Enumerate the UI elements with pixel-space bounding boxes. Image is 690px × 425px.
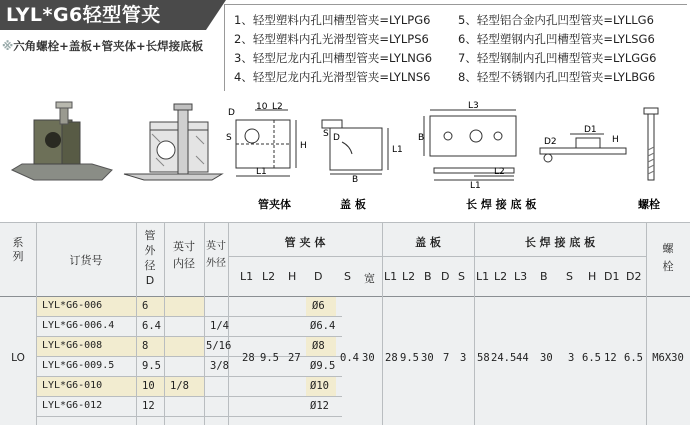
dim-label: H — [612, 135, 619, 145]
caption-cover: 盖 板 — [340, 198, 366, 211]
type-item: 3、轻型尼龙内孔凹槽型管夹=LYLNG6 — [234, 51, 433, 65]
clamp-d: Ø10 — [310, 380, 329, 392]
sub-header: B — [424, 270, 432, 283]
technical-drawings — [0, 90, 690, 222]
type-item: 6、轻型塑钢内孔凹槽型管夹=LYLSG6 — [458, 32, 655, 46]
body-h: 27 — [288, 352, 301, 364]
sub-header: H — [288, 270, 297, 283]
order-no: LYL*G6-006 — [42, 300, 103, 311]
bolt-spec: M6X30 — [652, 352, 684, 364]
dim-label: 10 — [256, 102, 268, 112]
order-no: LYL*G6-008 — [42, 340, 103, 351]
header-inch-od: 英寸 外径 — [206, 241, 226, 269]
page-title: LYL*G6轻型管夹 — [0, 0, 206, 30]
order-no: LYL*G6-009.5 — [42, 360, 115, 371]
sub-header: L3 — [514, 270, 528, 283]
header-inch-id: 英寸 内径 — [173, 240, 195, 270]
cover-l2: 9.5 — [400, 352, 419, 364]
dim-label: D2 — [544, 137, 557, 147]
dim-label: D — [333, 133, 340, 143]
caption-bolt: 螺栓 — [638, 198, 660, 211]
type-item: 8、轻型不锈钢内孔凹型管夹=LYLBG6 — [458, 70, 656, 84]
base-l2: 24.5 — [491, 352, 517, 364]
sub-header: S — [566, 270, 573, 283]
header-order-no: 订货号 — [69, 254, 103, 267]
order-no: LYL*G6-006.4 — [42, 320, 115, 331]
sub-header: 宽 — [364, 272, 375, 285]
dim-label: L1 — [392, 145, 403, 155]
sub-header: D1 — [604, 270, 620, 283]
header-series: 系 列 — [12, 236, 24, 263]
header-base-plate: 长 焊 接 底 板 — [524, 236, 596, 249]
pipe-od: 9.5 — [142, 360, 161, 372]
cover-l1: 28 — [385, 352, 398, 364]
bolt-drawing — [644, 108, 658, 180]
sub-header: L2 — [402, 270, 416, 283]
pipe-od: 6 — [142, 300, 149, 312]
clamp-d: Ø6 — [312, 300, 325, 312]
base-b: 30 — [540, 352, 553, 364]
sub-header: L1 — [476, 270, 490, 283]
series-value: LO — [11, 352, 25, 364]
order-no: LYL*G6-010 — [42, 380, 103, 391]
base-h: 6.5 — [582, 352, 601, 364]
subtitle-text: 六角螺栓+盖板+管夹体+长焊接底板 — [13, 39, 204, 53]
pipe-od: 6.4 — [142, 320, 161, 332]
clamp-d: Ø9.5 — [310, 360, 336, 372]
order-no: LYL*G6-012 — [42, 400, 103, 411]
dim-label: D1 — [584, 125, 597, 135]
cover-b: 30 — [421, 352, 434, 364]
cover-d: 7 — [443, 352, 450, 364]
dim-label: L2 — [272, 102, 283, 112]
dim-label: S — [323, 129, 329, 139]
body-l2: 9.5 — [260, 352, 279, 364]
dim-label: S — [226, 133, 232, 143]
base-d2: 6.5 — [624, 352, 643, 364]
dim-label: L1 — [470, 181, 481, 191]
header-bolt: 螺 栓 — [662, 242, 674, 273]
header-cover: 盖 板 — [415, 236, 441, 249]
sub-header: D — [314, 270, 323, 283]
sub-header: L1 — [384, 270, 398, 283]
pipe-od: 10 — [142, 380, 155, 392]
caption-base-plate: 长 焊 接 底 板 — [466, 198, 537, 211]
inch-od: 3/8 — [210, 360, 229, 372]
inch-od: 5/16 — [206, 340, 232, 352]
dim-label: D — [228, 108, 235, 118]
caption-clamp-body: 管夹体 — [258, 198, 291, 211]
base-s: 3 — [568, 352, 575, 364]
type-item: 7、轻型钢制内孔凹槽型管夹=LYLGG6 — [458, 51, 657, 65]
dim-label: L1 — [256, 167, 267, 177]
type-item: 5、轻型铝合金内孔凹型管夹=LYLLG6 — [458, 13, 654, 27]
cover-s: 3 — [460, 352, 467, 364]
type-item: 4、轻型尼龙内孔光滑型管夹=LYLNS6 — [234, 70, 431, 84]
clamp-d: Ø6.4 — [310, 320, 336, 332]
cover-plate-drawing — [322, 120, 388, 174]
product-photo — [12, 102, 112, 180]
header-clamp-body: 管 夹 体 — [284, 236, 326, 249]
subtitle-marker: ※ — [2, 39, 14, 53]
base-l3: 44 — [516, 352, 529, 364]
inch-id: 1/8 — [170, 380, 189, 392]
pipe-od: 8 — [142, 340, 149, 352]
dim-label: H — [300, 141, 307, 151]
sub-header: S — [344, 270, 351, 283]
section-view — [124, 104, 222, 180]
clamp-d: Ø8 — [312, 340, 325, 352]
sub-header: L1 — [240, 270, 254, 283]
body-l1: 28 — [242, 352, 255, 364]
sub-header: D2 — [626, 270, 642, 283]
dim-label: L2 — [494, 167, 505, 177]
sub-header: D — [441, 270, 450, 283]
sub-header: S — [458, 270, 465, 283]
dim-label: B — [352, 175, 359, 185]
header-pipe-od: 管 外 径 D — [144, 229, 156, 287]
clamp-d: Ø12 — [310, 400, 329, 412]
type-item: 2、轻型塑料内孔光滑型管夹=LYLPS6 — [234, 32, 429, 46]
dim-label: L3 — [468, 101, 479, 111]
base-l1: 58 — [477, 352, 490, 364]
sub-header: L2 — [494, 270, 508, 283]
spec-table — [0, 222, 690, 425]
sub-header: B — [540, 270, 548, 283]
pipe-od: 12 — [142, 400, 155, 412]
title-decoration — [206, 0, 226, 30]
body-width: 30 — [362, 352, 375, 364]
sub-header: H — [588, 270, 597, 283]
type-item: 1、轻型塑料内孔凹槽型管夹=LYLPG6 — [234, 13, 431, 27]
body-s: 0.4 — [340, 352, 359, 364]
product-composition — [2, 38, 203, 54]
dim-label: B — [418, 133, 425, 143]
inch-od: 1/4 — [210, 320, 229, 332]
sub-header: L2 — [262, 270, 276, 283]
base-d1: 12 — [604, 352, 617, 364]
